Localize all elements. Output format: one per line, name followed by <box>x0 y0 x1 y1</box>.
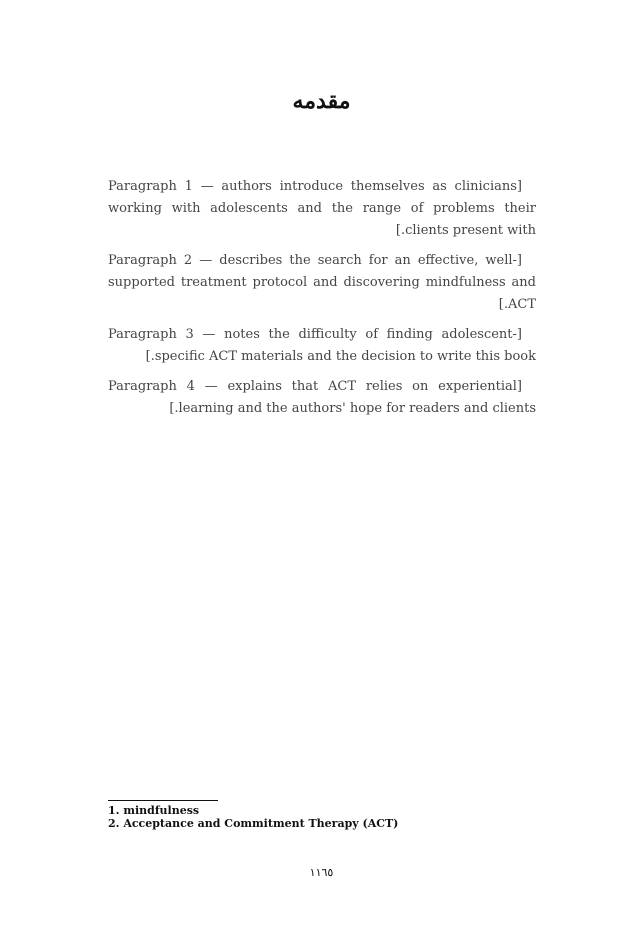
footnote: 2. Acceptance and Commitment Therapy (ACT) <box>108 817 399 830</box>
footnote: 1. mindfulness <box>108 804 200 817</box>
paragraph: [Paragraph 2 — describes the search for an effective, well-supported treatment protocol and discovering mindfulness and ACT.] <box>108 253 536 312</box>
paragraph: [Paragraph 3 — notes the difficulty of finding adolescent-specific ACT materials and the decision to write this book.] <box>108 327 536 364</box>
footnotes <box>108 804 536 830</box>
page-number: ١١٦٥ <box>309 866 334 879</box>
body-text <box>108 176 536 428</box>
page-title: مقدمه <box>292 88 351 114</box>
paragraph: [Paragraph 4 — explains that ACT relies on experiential learning and the authors' hope for readers and clients.] <box>108 379 536 416</box>
paragraph: [Paragraph 1 — authors introduce themselves as clinicians working with adolescents and the range of problems their clients present with.] <box>108 179 536 238</box>
footnote-divider <box>108 800 218 801</box>
